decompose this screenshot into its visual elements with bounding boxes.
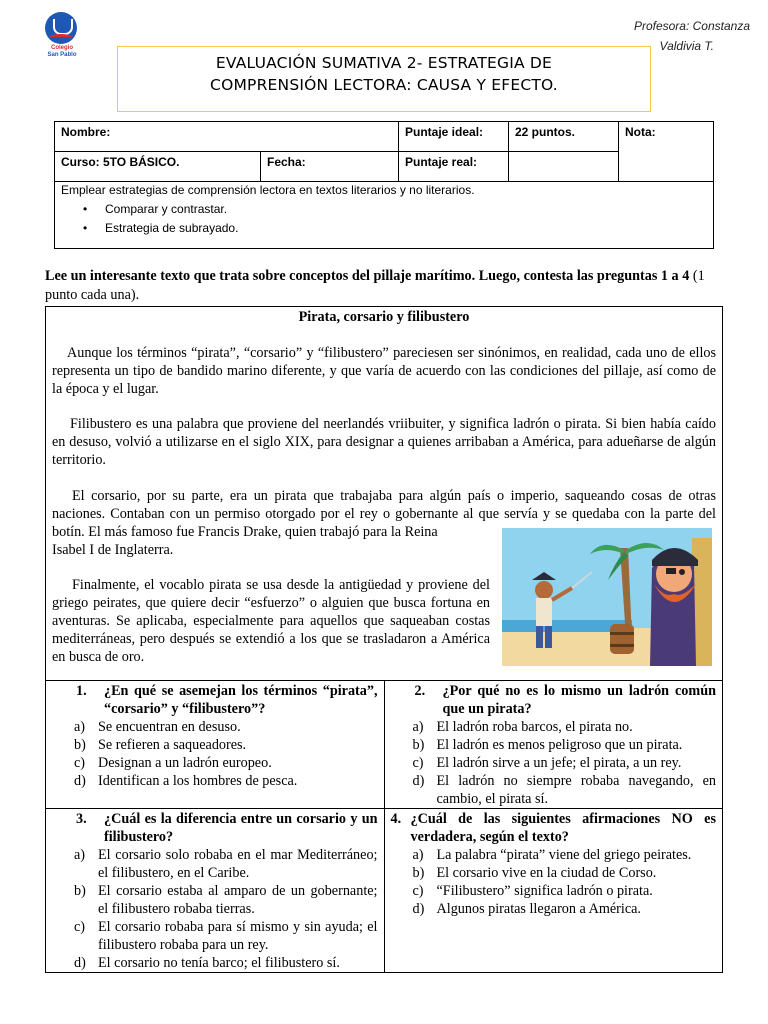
answer-option[interactable]: a) El ladrón roba barcos, el pirata no. — [412, 719, 633, 735]
instructions-bold: Lee un interesante texto que trata sobre conceptos del pillaje marítimo. Luego, contesta las preguntas 1 a 4 — [45, 268, 690, 284]
question-number: 3. — [76, 811, 87, 827]
question-text: ¿Por qué no es lo mismo un ladrón común que un pirata? — [442, 683, 716, 717]
instructions — [45, 267, 725, 305]
ideal-score-label: Puntaje ideal: — [399, 122, 509, 152]
reading-title: Pirata, corsario y filibustero — [298, 309, 470, 325]
teacher-line1: Profesora: Constanza — [633, 19, 750, 33]
page-title-box — [117, 46, 651, 112]
course-label: Curso: 5TO BÁSICO. — [55, 152, 261, 182]
question-text: ¿Cuál de las siguientes afirmaciones NO es verdadera, según el texto? — [410, 811, 716, 845]
logo-text-line2: San Pablo — [47, 52, 77, 58]
instructions-points: (1 punto cada una). — [45, 268, 705, 303]
paragraph: Finalmente, el vocablo pirata se usa desde la antigüedad y proviene del griego peirates, que quiere decir “esfuerzo” o alguien que busca fortuna en aventuras. Se aplicaba, especialmente para aquellos que saqueaban costas mediterráneas, pero después se extendió a los que se trasladaron a América en busca de oro. — [52, 577, 490, 665]
answer-option[interactable]: d) El corsario no tenía barco; el filibustero sí. — [74, 955, 340, 971]
answer-option[interactable]: a) El corsario solo robaba en el mar Mediterráneo; el filibustero, en el Caribe. — [74, 847, 378, 881]
page-title-line1: EVALUACIÓN SUMATIVA 2- ESTRATEGIA DE — [215, 54, 553, 72]
paragraph: Aunque los términos “pirata”, “corsario” y “filibustero” pareciesen ser sinónimos, en realidad, cada uno de ellos representa un tipo de bandido marino diferente, y que varía de acuerdo con las condiciones del pillaje, así como de la época y el lugar. — [52, 345, 716, 397]
answer-option[interactable]: b) Se refieren a saqueadores. — [74, 737, 247, 753]
real-score-label: Puntaje real: — [399, 152, 509, 182]
list-item: • Estrategia de subrayado. — [105, 219, 707, 238]
answer-option[interactable]: b) El corsario vive en la ciudad de Corso. — [412, 865, 657, 881]
book-icon — [49, 34, 73, 42]
page-title-line2: COMPRENSIÓN LECTORA: CAUSA Y EFECTO. — [210, 76, 558, 94]
ideal-score-value: 22 puntos. — [509, 122, 619, 152]
answer-option[interactable]: c) “Filibustero” significa ladrón o pirata. — [412, 883, 653, 899]
answer-option[interactable]: d) Algunos piratas llegaron a América. — [412, 901, 641, 917]
student-info-table — [54, 121, 714, 249]
question-number: 4. — [390, 811, 402, 827]
questions-table — [45, 680, 723, 973]
objective-cell — [55, 182, 714, 249]
answer-option[interactable]: a) La palabra “pirata” viene del griego peirates. — [412, 847, 692, 863]
paragraph-part: El corsario, por su parte, era un pirata que trabajaba para algún país o imperio, saqueando cosas de otras naciones. Contaban con un permiso otorgado por el rey o gobernante al que servía y se quedaba con la parte del botín. El más famoso fue Francis Drake, quien trabajó para la Reina — [52, 488, 716, 540]
answer-option[interactable]: c) El corsario robaba para sí mismo y sin ayuda; el filibustero robaba para un rey. — [74, 919, 378, 953]
pirates-illustration — [502, 528, 712, 666]
objective-bullets — [105, 200, 707, 238]
paragraph: Filibustero es una palabra que proviene del neerlandés vriibuiter, y significa ladrón o pirata. Si bien había caído en desuso, volvió a utilizarse en el siglo XIX, para designar a quienes arribaban a América, para adueñarse de algún territorio. — [52, 416, 716, 468]
objective-text: Emplear estrategias de comprensión lectora en textos literarios y no literarios. — [61, 183, 475, 197]
answer-option[interactable]: b) El ladrón es menos peligroso que un pirata. — [412, 737, 683, 753]
grade-field[interactable]: Nota: — [619, 122, 714, 182]
answer-option[interactable]: d) Identifican a los hombres de pesca. — [74, 773, 298, 789]
question-2 — [384, 681, 723, 809]
paragraph-part: Isabel I de Inglaterra. — [52, 542, 174, 558]
logo-text-line1: Colegio — [51, 45, 73, 51]
question-number: 1. — [76, 683, 87, 699]
list-item: • Comparar y contrastar. — [105, 200, 707, 219]
school-logo — [42, 12, 82, 62]
answer-option[interactable]: a) Se encuentran en desuso. — [74, 719, 241, 735]
question-text: ¿Cuál es la diferencia entre un corsario y un filibustero? — [104, 811, 378, 845]
date-field[interactable]: Fecha: — [261, 152, 399, 182]
question-4 — [384, 809, 723, 973]
question-3 — [46, 809, 385, 973]
question-number: 2. — [414, 683, 426, 699]
answer-option[interactable]: c) Designan a un ladrón europeo. — [74, 755, 272, 771]
answer-option[interactable]: b) El corsario estaba al amparo de un gobernante; el filibustero robaba tierras. — [74, 883, 378, 917]
name-field[interactable]: Nombre: — [55, 122, 399, 152]
real-score-field[interactable] — [509, 152, 619, 182]
answer-option[interactable]: c) El ladrón sirve a un jefe; el pirata, a un rey. — [412, 755, 682, 771]
question-text: ¿En qué se asemejan los términos “pirata”, “corsario” y “filibustero”? — [104, 683, 378, 717]
question-1 — [46, 681, 385, 809]
teacher-line2: Valdivia T. — [659, 39, 714, 53]
answer-option[interactable]: d) El ladrón no siempre robaba navegando, en cambio, el pirata sí. — [412, 773, 716, 807]
